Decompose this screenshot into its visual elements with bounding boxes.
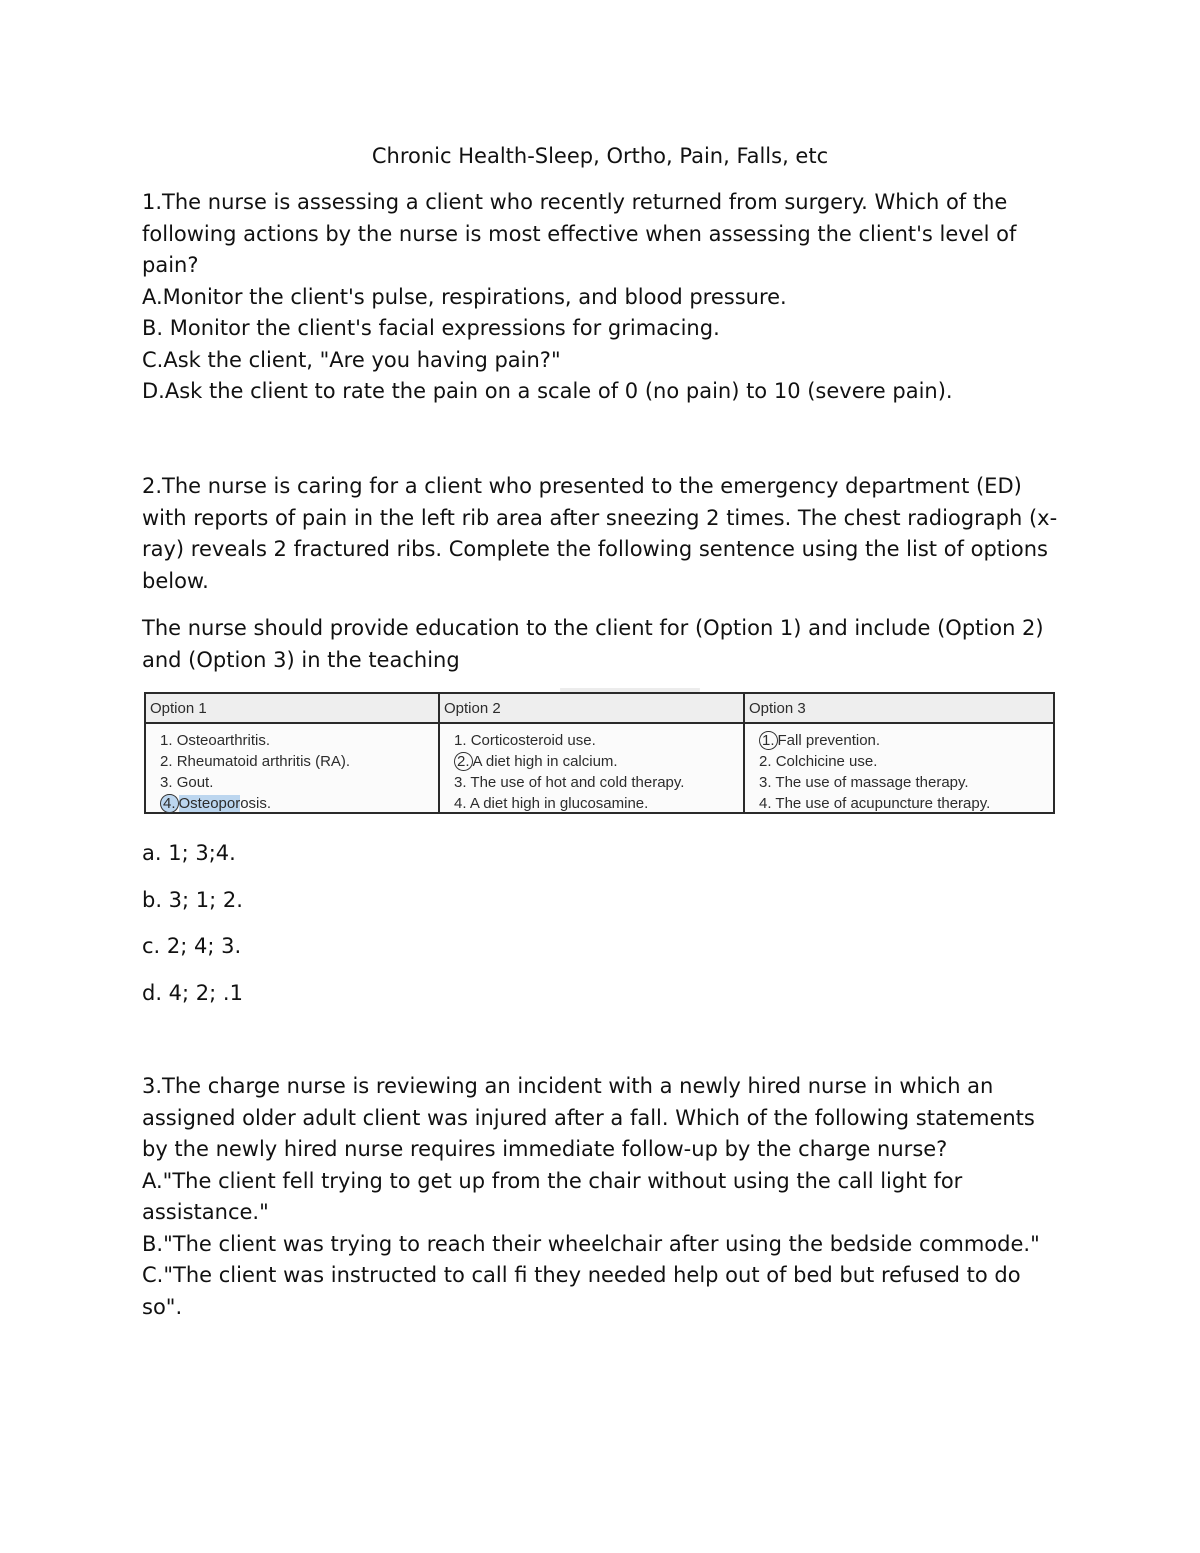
list-item: 4. The use of acupuncture therapy. xyxy=(759,795,991,812)
answer-option-d: D.Ask the client to rate the pain on a scale of 0 (no pain) to 10 (severe pain). xyxy=(142,379,953,403)
list-item: 2. Rheumatoid arthritis (RA). xyxy=(160,753,351,770)
list-item: 3. The use of hot and cold therapy. xyxy=(454,774,685,791)
list-item: 1. Fall prevention. xyxy=(745,730,1053,751)
list-item: 3. The use of massage therapy. xyxy=(759,774,969,791)
list-item: 4. Osteoporosis. xyxy=(146,793,438,814)
option-1-column xyxy=(146,724,440,814)
option-3-header: Option 3 xyxy=(745,694,1053,724)
options-table-image xyxy=(144,692,1055,814)
list-item: 1. Osteoarthritis. xyxy=(160,732,271,749)
question-2-sentence xyxy=(142,613,1062,676)
list-item: 1. Corticosteroid use. xyxy=(454,732,596,749)
question-stem: 2.The nurse is caring for a client who presented to the emergency department (ED) with reports of pain in the left rib area after sneezing 2 times. The chest radiograph (x-ray) reveals 2 fractured ribs. Complete the following sentence using the list of options below. xyxy=(142,474,1058,593)
circled-number: 1. xyxy=(759,731,778,750)
question-2-answers xyxy=(142,838,1062,1024)
list-item: 4. A diet high in glucosamine. xyxy=(454,795,649,812)
list-item: 3. Gout. xyxy=(160,774,214,791)
answer-choice-d: d. 4; 2; .1 xyxy=(142,980,243,1005)
list-item: 2. Colchicine use. xyxy=(759,753,878,770)
answer-option-b: B."The client was trying to reach their wheelchair after using the bedside commode." xyxy=(142,1231,1040,1256)
answer-option-c: C.Ask the client, "Are you having pain?" xyxy=(142,347,561,372)
answer-choice-b: b. 3; 1; 2. xyxy=(142,887,243,912)
answer-choice-c: c. 2; 4; 3. xyxy=(142,934,242,958)
option-1-header: Option 1 xyxy=(146,694,440,724)
question-1 xyxy=(142,187,1062,408)
question-stem: 1.The nurse is assessing a client who recently returned from surgery. Which of the following actions by the nurse is most effective when assessing the client's level of pain? xyxy=(142,190,1017,277)
answer-option-a: A.Monitor the client's pulse, respirations, and blood pressure. xyxy=(142,284,787,309)
answer-choice-a: a. 1; 3;4. xyxy=(142,841,236,865)
circled-number: 4. xyxy=(160,794,179,813)
list-item: 2. A diet high in calcium. xyxy=(440,751,743,772)
question-stem: 3.The charge nurse is reviewing an incident with a newly hired nurse in which an assigned older adult client was injured after a fall. Which of the following statements by the newly hired nurse requires immediate follow-up by the charge nurse? xyxy=(142,1074,1035,1161)
answer-option-b: B. Monitor the client's facial expressions for grimacing. xyxy=(142,316,720,340)
option-3-column xyxy=(745,724,1053,814)
question-2 xyxy=(142,471,1062,597)
answer-option-a: A."The client fell trying to get up from the chair without using the call light for assistance." xyxy=(142,1168,963,1224)
fill-in-sentence: The nurse should provide education to the client for (Option 1) and include (Option 2) and (Option 3) in the teaching xyxy=(142,616,1044,672)
answer-option-c: C."The client was instructed to call fi they needed help out of bed but refused to do so". xyxy=(142,1263,1021,1319)
document-title: Chronic Health-Sleep, Ortho, Pain, Falls, etc xyxy=(371,144,829,168)
highlighted-text: Osteopor xyxy=(178,795,241,812)
option-2-column xyxy=(440,724,745,814)
circled-number: 2. xyxy=(454,752,473,771)
question-3 xyxy=(142,1071,1062,1323)
option-2-header: Option 2 xyxy=(440,694,745,724)
